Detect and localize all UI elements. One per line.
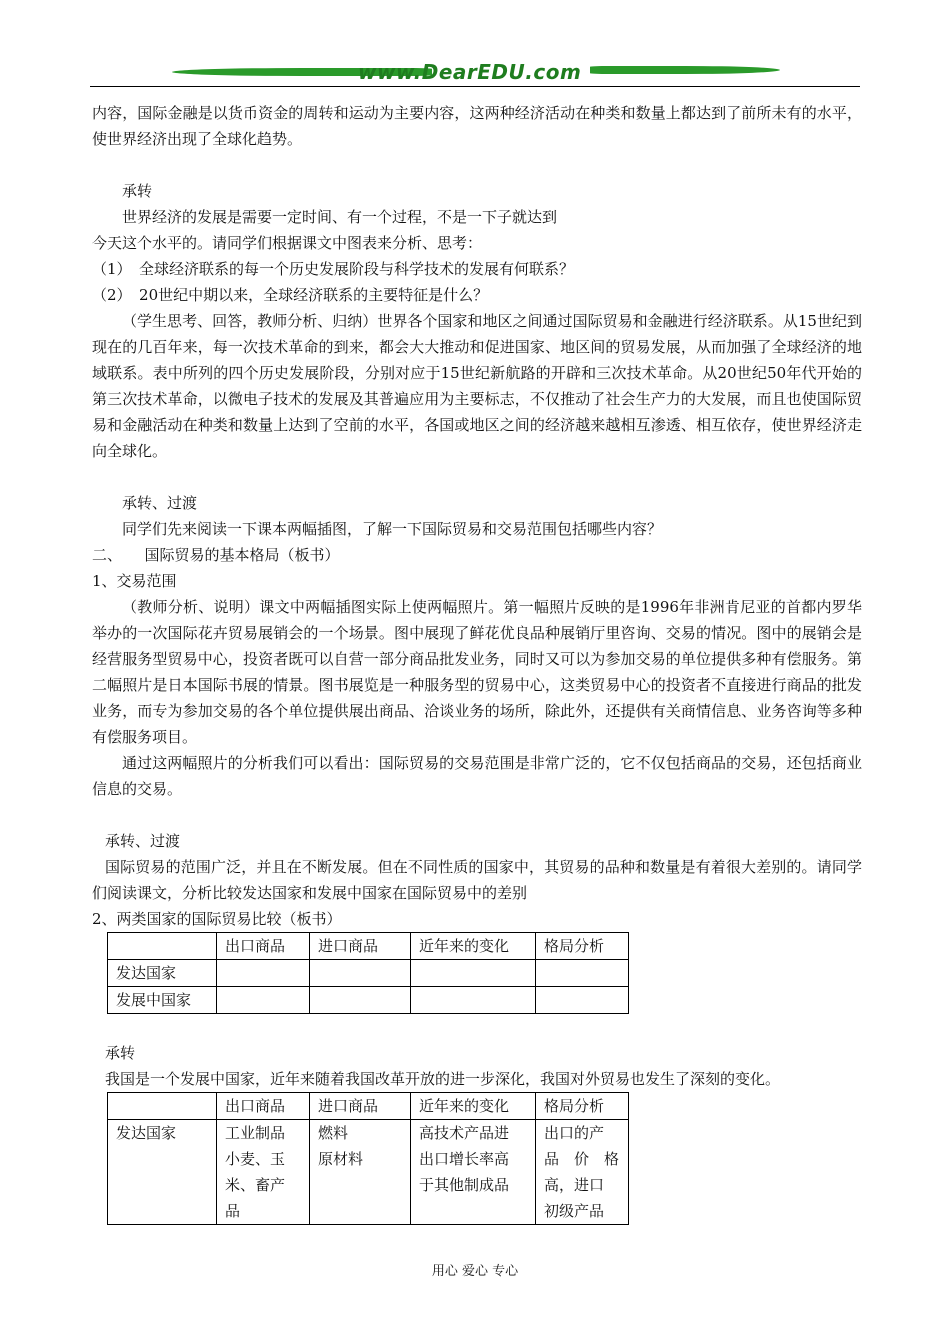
table-header-row: [108, 933, 629, 960]
table-row: [108, 987, 629, 1014]
table-cell: [108, 1093, 217, 1120]
header-rule: [90, 86, 860, 87]
transition-label: 承转: [105, 1044, 136, 1062]
table-cell: [310, 1120, 411, 1225]
table-cell: [108, 933, 217, 960]
paragraph: （教师分析、说明）课文中两幅插图实际上使两幅照片。第一幅照片反映的是1996年非洲肯尼亚的首都内罗华举办的一次国际花卉贸易展销会的一个场景。图中展现了鲜花优良品种展销厅里咨询、交易的情况。图中的展销会是经营服务型贸易中心，投资者既可以自营一部分商品批发业务，同时又可以为参加交易的单位提供多种有偿服务。第二幅照片是日本国际书展的情景。图书展览是一种服务型的贸易中心，这类贸易中心的投资者不直接进行商品的批发业务，而专为参加交易的各个单位提供展出商品、洽谈业务的场所，除此外，还提供有关商情信息、业务咨询等多种有偿服务项目。: [92, 598, 862, 746]
table-cell: [217, 987, 310, 1014]
subsection-heading: 2、两类国家的国际贸易比较（板书）: [92, 910, 342, 928]
table-header-cell: 格局分析: [536, 1093, 629, 1120]
cell-line: 高技术产品进: [419, 1124, 510, 1142]
table-row: [108, 960, 629, 987]
cell-line: 原材料: [318, 1150, 364, 1168]
table-header-cell: 近年来的变化: [411, 1093, 536, 1120]
paragraph: 通过这两幅照片的分析我们可以看出：国际贸易的交易范围是非常广泛的，它不仅包括商品的交易，还包括商业信息的交易。: [92, 754, 862, 798]
table-cell: [217, 1120, 310, 1225]
cell-line: 品: [225, 1202, 241, 1220]
table-header-row: [108, 1093, 629, 1120]
logo-swoosh-right: [590, 66, 780, 74]
table-cell: [411, 1120, 536, 1225]
cell-line: 高，进口: [544, 1176, 605, 1194]
table-row: [108, 1120, 629, 1225]
cell-line: 工业制品: [225, 1124, 286, 1142]
paragraph: 今天这个水平的。请同学们根据课文中图表来分析、思考：: [92, 234, 483, 252]
cell-line: 燃料: [318, 1124, 349, 1142]
table-cell: [411, 960, 536, 987]
table-header-cell: 进口商品: [310, 1093, 411, 1120]
cell-line: 米、畜产: [225, 1176, 286, 1194]
cell-line: 出口增长率高: [419, 1150, 510, 1168]
document-body: [92, 100, 862, 1225]
table-cell: [536, 960, 629, 987]
paragraph: 世界经济的发展是需要一定时间、有一个过程，不是一下子就达到: [122, 208, 558, 226]
page-header: [90, 58, 860, 90]
comparison-table-empty: [107, 932, 629, 1014]
paragraph: 我国是一个发展中国家，近年来随着我国改革开放的进一步深化，我国对外贸易也发生了深刻的变化。: [105, 1070, 781, 1088]
page-footer: 用心 爱心 专心: [431, 1264, 519, 1279]
paragraph: 国际贸易的范围广泛，并且在不断发展。但在不同性质的国家中，其贸易的品种和数量是有着很大差别的。请同学们阅读课文，分析比较发达国家和发展中国家在国际贸易中的差别: [92, 858, 862, 902]
section-heading: 二、 国际贸易的基本格局（板书）: [92, 546, 340, 564]
subsection-heading: 1、交易范围: [92, 572, 177, 590]
table-header-cell: 出口商品: [217, 1093, 310, 1120]
table-cell: [217, 960, 310, 987]
table-cell: [310, 987, 411, 1014]
site-logo: www.DearEDU.com: [358, 60, 582, 84]
cell-line: 初级产品: [544, 1202, 605, 1220]
cell-line: 小麦、玉: [225, 1150, 286, 1168]
paragraph: （学生思考、回答，教师分析、归纳）世界各个国家和地区之间通过国际贸易和金融进行经济联系。从15世纪到现在的几百年来，每一次技术革命的到来，都会大大推动和促进国家、地区间的贸易发展，从而加强了全球经济的地域联系。表中所列的四个历史发展阶段，分别对应于15世纪新航路的开辟和三次技术革命。从20世纪50年代开始的第三次技术革命，以微电子技术的发展及其普遍应用为主要标志，不仅推动了社会生产力的大发展，而且也使国际贸易和金融活动在种类和数量上达到了空前的水平，各国或地区之间的经济越来越相互渗透、相互依存，使世界经济走向全球化。: [92, 312, 862, 460]
paragraph: 内容，国际金融是以货币资金的周转和运动为主要内容，这两种经济活动在种类和数量上都达到了前所未有的水平，使世界经济出现了全球化趋势。: [92, 104, 862, 148]
table-cell: [310, 960, 411, 987]
table-row-label: 发达国家: [108, 1120, 217, 1225]
table-cell: [536, 1120, 629, 1225]
table-header-cell: 近年来的变化: [411, 933, 536, 960]
cell-line: 品 价 格: [544, 1150, 620, 1168]
comparison-table-filled: [107, 1092, 629, 1225]
table-header-cell: 出口商品: [217, 933, 310, 960]
table-header-cell: 格局分析: [536, 933, 629, 960]
table-row-label: 发展中国家: [108, 987, 217, 1014]
transition-label: 承转、过渡: [105, 832, 181, 850]
cell-line: 出口的产: [544, 1124, 605, 1142]
question-item: （2） 20世纪中期以来，全球经济联系的主要特征是什么？: [92, 286, 489, 304]
table-header-cell: 进口商品: [310, 933, 411, 960]
paragraph: 同学们先来阅读一下课本两幅插图，了解一下国际贸易和交易范围包括哪些内容？: [122, 520, 663, 538]
transition-label: 承转: [122, 182, 153, 200]
table-row-label: 发达国家: [108, 960, 217, 987]
table-cell: [536, 987, 629, 1014]
question-item: （1） 全球经济联系的每一个历史发展阶段与科学技术的发展有何联系？: [92, 260, 575, 278]
transition-label: 承转、过渡: [122, 494, 198, 512]
cell-line: 于其他制成品: [419, 1176, 510, 1194]
table-cell: [411, 987, 536, 1014]
